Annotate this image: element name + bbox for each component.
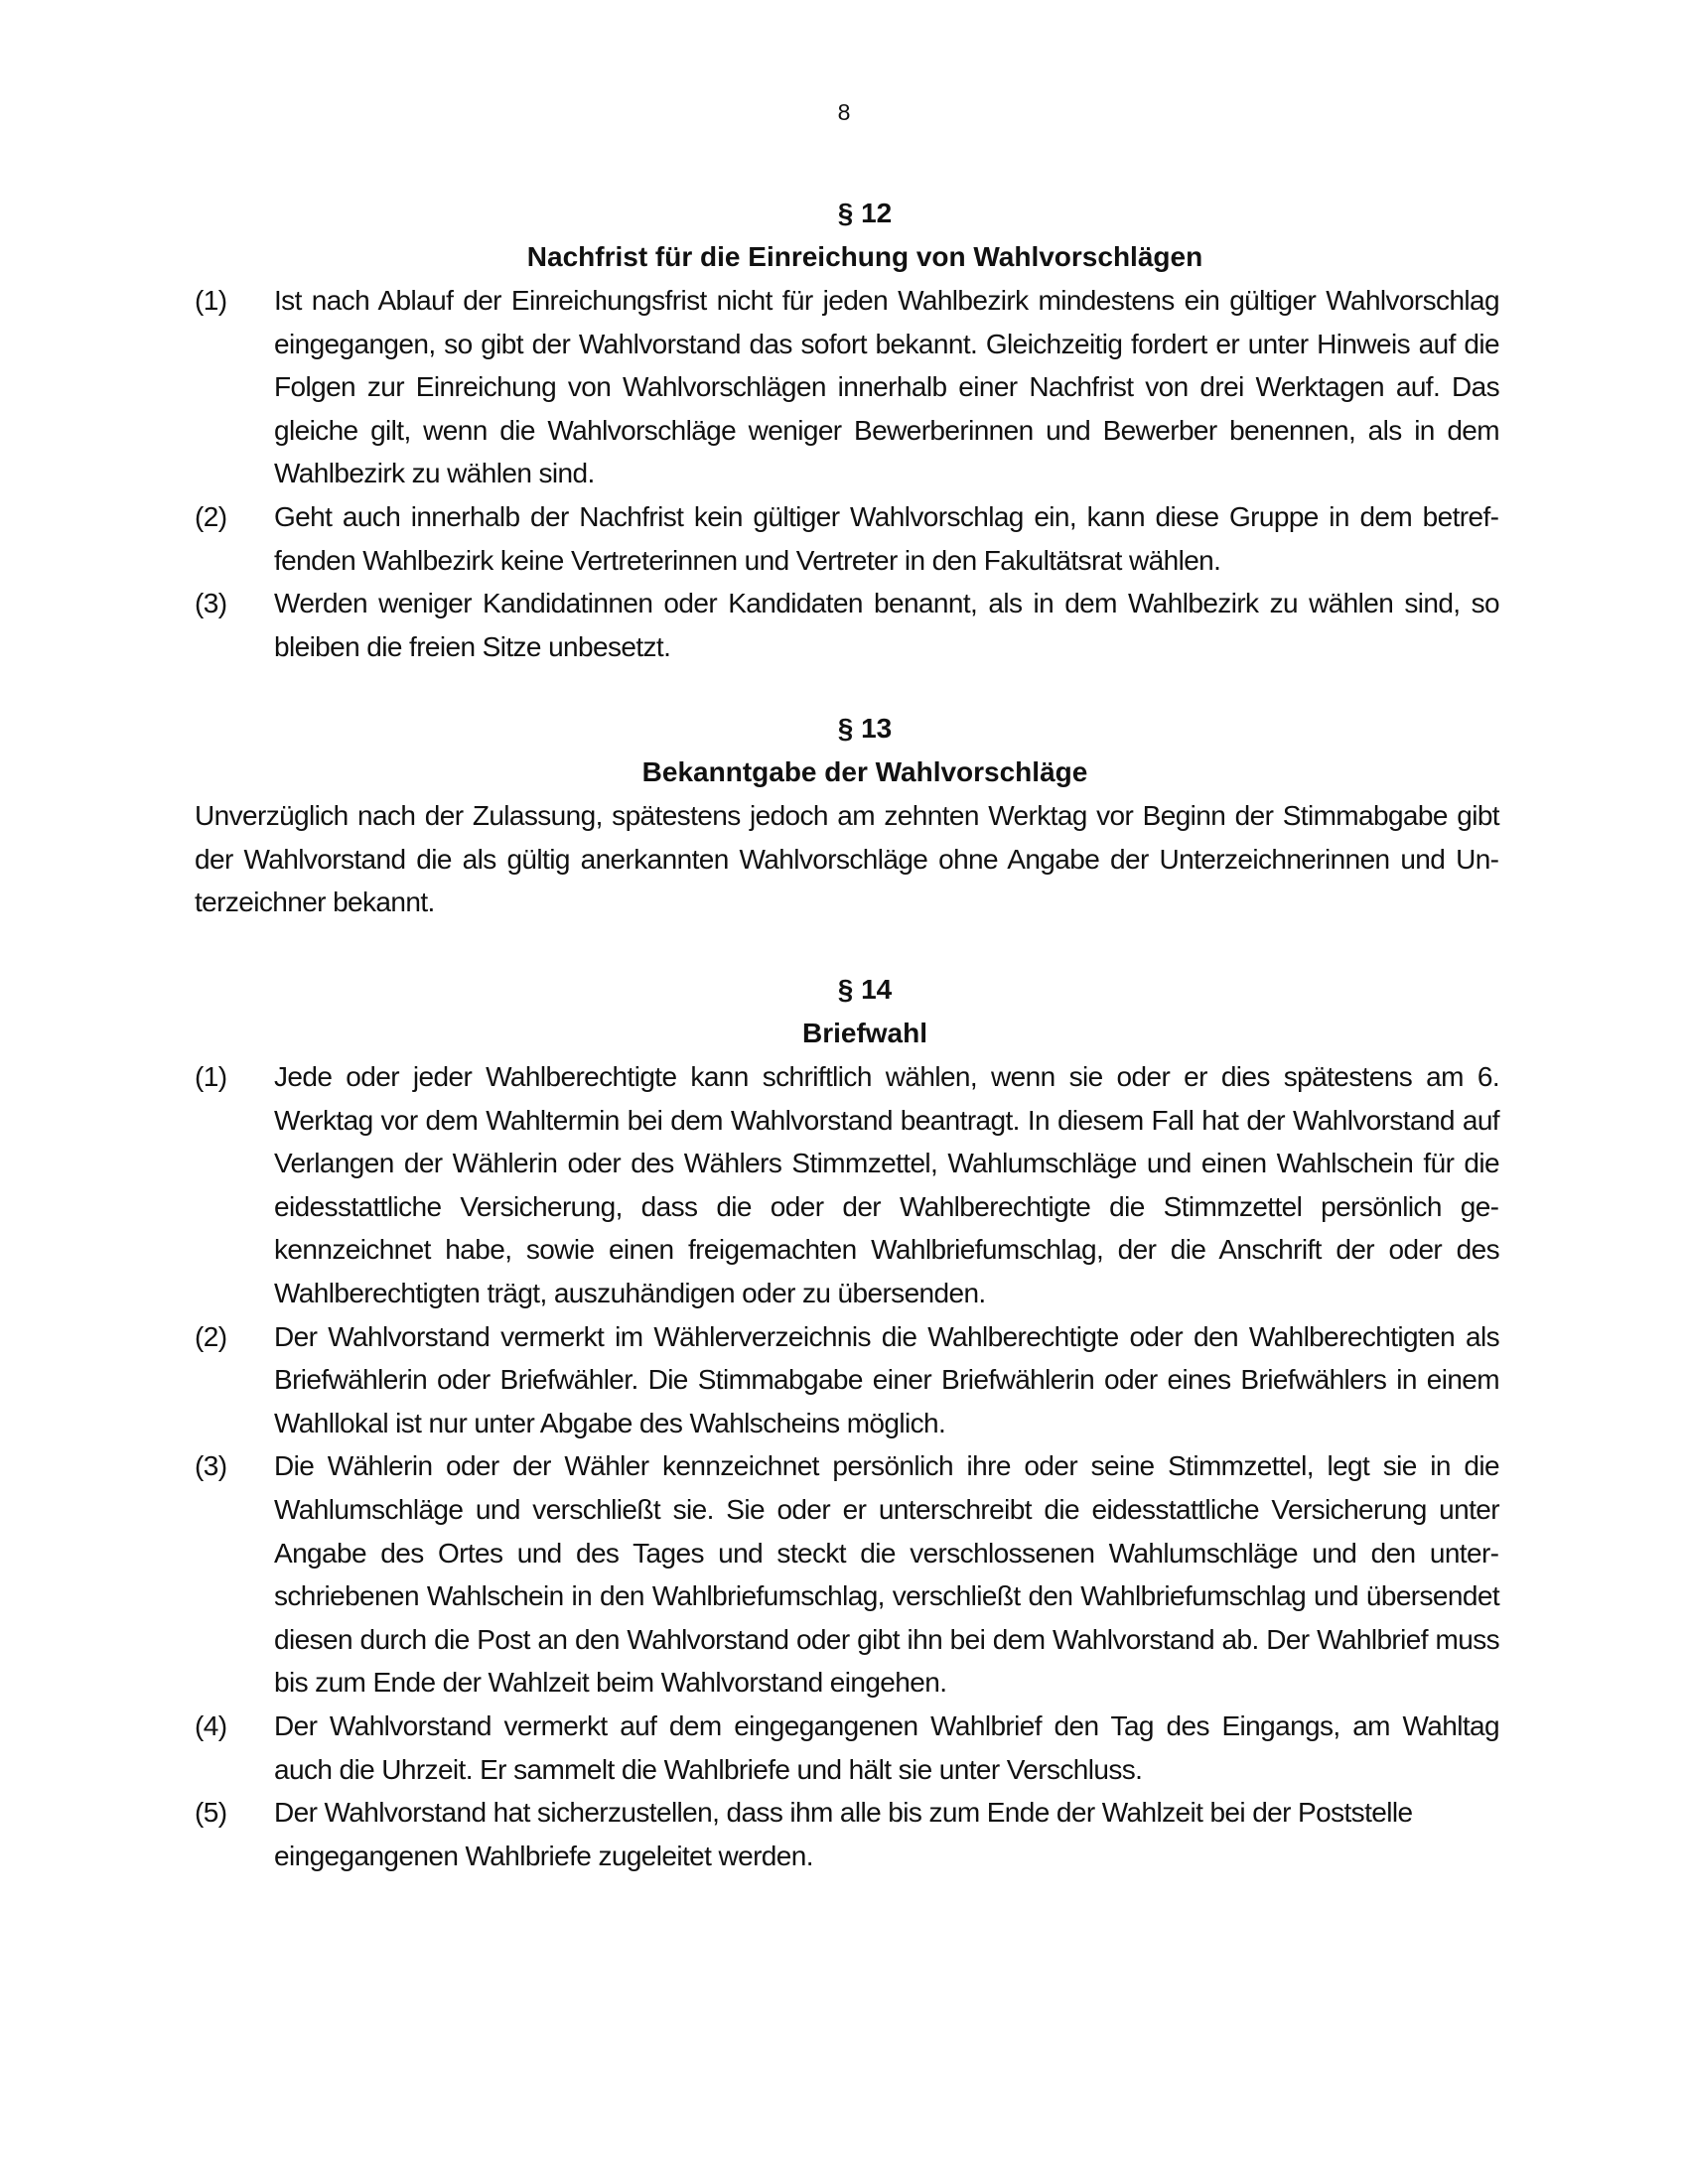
paragraph-text: Geht auch innerhalb der Nachfrist kein gültiger Wahlvorschlag ein, kann diese Gruppe in dem betreffenden Wahlbezirk keine Vertreterinnen und Vertreter in den Fakultätsrat wählen. <box>274 500 1499 576</box>
paragraph <box>195 1055 1499 1315</box>
paragraph <box>195 279 1499 495</box>
paragraph-number: (5) <box>195 1797 227 1829</box>
paragraph-text: Der Wahlvorstand vermerkt im Wählerverzeichnis die Wahlberechtigte oder den Wahlberechtigten als Briefwählerin oder Briefwähler. Die Stimmabgabe einer Briefwählerin oder eines Briefwählers in einem Wahllokal ist nur unter Abgabe des Wahlscheins möglich. <box>274 1320 1499 1438</box>
paragraph-number: (1) <box>195 285 227 316</box>
paragraph-number: (1) <box>195 1061 227 1092</box>
paragraph <box>195 582 1499 668</box>
paragraph-number: (4) <box>195 1709 227 1741</box>
page-number: 8 <box>837 99 851 125</box>
paragraph-text: Der Wahlvorstand vermerkt auf dem eingegangenen Wahlbrief den Tag des Eingangs, am Wahltag auch die Uhrzeit. Er sammelt die Wahlbriefe und hält sie unter Verschluss. <box>274 1709 1499 1785</box>
section-number: § 12 <box>837 198 893 228</box>
paragraph <box>195 1791 1499 1877</box>
section-number: § 13 <box>837 713 893 744</box>
paragraph-text: Die Wählerin oder der Wähler kennzeichnet persönlich ihre oder seine Stimmzettel, legt sie in die Wahlumschläge und verschließt sie. Sie oder er unterschreibt die eidesstattliche Versicherung unter Angabe des Ortes und des Tages und steckt die verschlossenen Wahlumschläge und den unterschriebenen Wahlschein in den Wahlbriefumschlag, verschließt den Wahlbriefumschlag und übersendet diesen durch die Post an den Wahlvorstand oder gibt ihn bei dem Wahlvorstand ab. Der Wahlbrief muss bis zum Ende der Wahlzeit beim Wahlvorstand eingehen. <box>274 1450 1499 1699</box>
paragraph-number: (3) <box>195 1450 227 1482</box>
section-13 <box>195 707 1499 924</box>
section-text: Unverzüglich nach der Zulassung, spätestens jedoch am zehnten Werktag vor Beginn der Stimmabgabe gibt der Wahlvorstand die als gültig anerkannten Wahlvorschläge ohne Angabe der Unterzeichnerinnen und Unterzeichner bekannt. <box>195 800 1499 918</box>
paragraph-text: Jede oder jeder Wahlberechtigte kann schriftlich wählen, wenn sie oder er dies spätestens am 6. Werktag vor dem Wahltermin bei dem Wahlvorstand beantragt. In diesem Fall hat der Wahlvorstand auf Verlangen der Wählerin oder des Wählers Stimmzettel, Wahlumschläge und einen Wahlschein für die eidesstattliche Versicherung, dass die oder der Wahlberechtigte die Stimmzettel persönlich gekennzeichnet habe, sowie einen freigemachten Wahlbriefumschlag, der die Anschrift der oder des Wahlberechtigten trägt, auszuhändigen oder zu übersenden. <box>274 1061 1499 1308</box>
paragraph <box>195 1444 1499 1705</box>
paragraph <box>195 1705 1499 1791</box>
section-title: Bekanntgabe der Wahlvorschläge <box>641 756 1088 787</box>
section-14 <box>195 968 1499 1877</box>
paragraph-number: (3) <box>195 588 227 619</box>
paragraph <box>195 495 1499 582</box>
section-number: § 14 <box>837 974 893 1005</box>
section-title: Briefwahl <box>801 1018 928 1048</box>
paragraph-number: (2) <box>195 500 227 532</box>
section-12 <box>195 192 1499 668</box>
paragraph <box>195 1315 1499 1445</box>
paragraph-text: Ist nach Ablauf der Einreichungsfrist nicht für jeden Wahlbezirk mindestens ein gültiger Wahlvorschlag eingegangen, so gibt der Wahlvorstand das sofort bekannt. Gleichzeitig fordert er unter Hinweis auf die Folgen zur Einreichung von Wahlvorschlägen innerhalb einer Nachfrist von drei Werktagen auf. Das gleiche gilt, wenn die Wahlvorschläge weniger Bewerberinnen und Bewerber benennen, als in dem Wahlbezirk zu wählen sind. <box>274 285 1499 489</box>
paragraph-text: Der Wahlvorstand hat sicherzustellen, dass ihm alle bis zum Ende der Wahlzeit bei der Poststelle eingegangenen Wahlbriefe zugeleitet werden. <box>274 1797 1413 1871</box>
paragraph-number: (2) <box>195 1320 227 1352</box>
section-title: Nachfrist für die Einreichung von Wahlvorschlägen <box>526 241 1203 272</box>
paragraph-text: Werden weniger Kandidatinnen oder Kandidaten benannt, als in dem Wahlbezirk zu wählen sind, so bleiben die freien Sitze unbesetzt. <box>274 588 1499 662</box>
